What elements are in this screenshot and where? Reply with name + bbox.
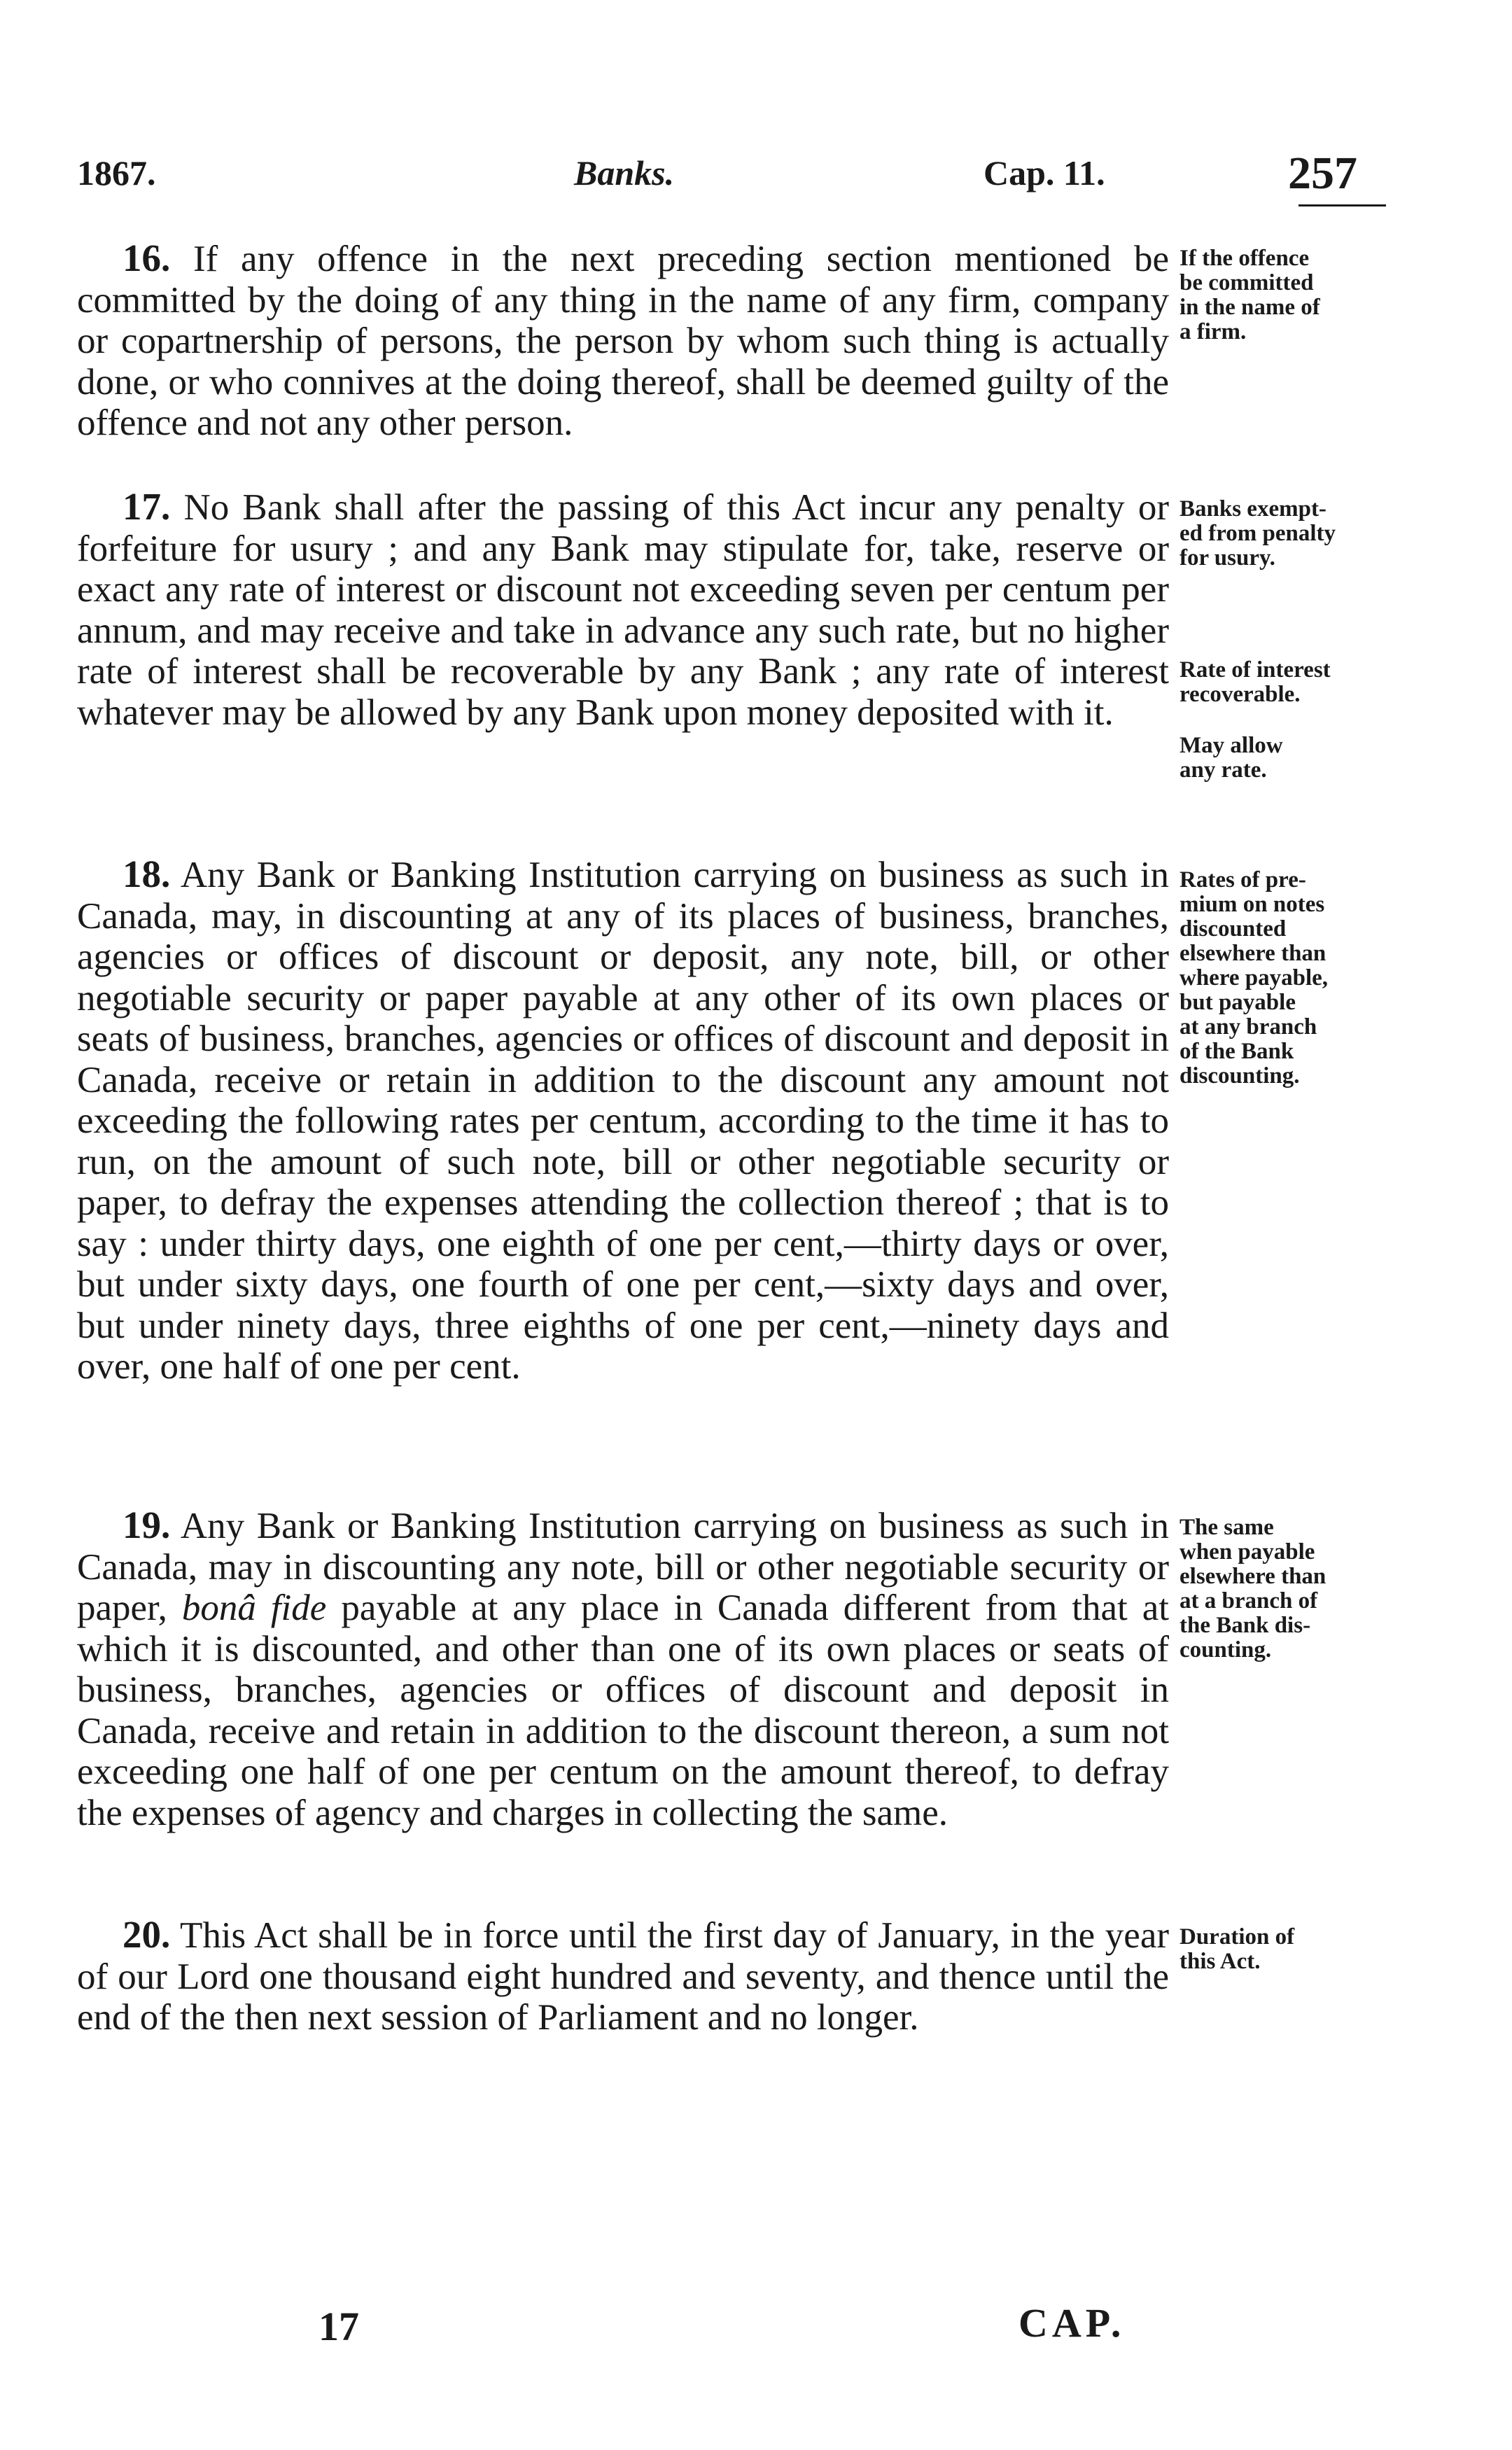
margin-note-line: be committed: [1180, 270, 1314, 295]
section-number: 19: [122, 1504, 161, 1546]
section-text: payable at any place in Canada different from that at which it is discounted, and other than one of its own places or seats of business, branches, agencies or offices of discount and deposit in Canada, receive and retain in addition to the discount thereon, a sum not exceeding one half of one per centum on the amount thereof, to defray the expenses of agency and charges in collecting the same.: [77, 1588, 1170, 1833]
section-text: Any Bank or Banking Institution carrying on business as such in Canada, may in discounting any note, bill or other negotiable security or paper,: [77, 1506, 1169, 1628]
section-16-paragraph: 16. If any offence in the next preceding section mentioned be committed by the doing of any thing in the name of any firm, company or copartnership of persons, the person by whom such thing is actually done, or who connives at the doing thereof, shall be deemed guilty of the offence and not any other person.: [77, 237, 1170, 443]
section-20: [77, 1914, 1169, 2038]
section-text: No Bank shall after the passing of this Act incur any penalty or forfeiture for usury ; and any Bank may stipulate for, take, reserve or exact any rate of interest or discount not exceeding seven per centum per annum, and may receive and take in advance any such rate, but no higher rate of interest shall be recoverable by any Bank ; any rate of interest whatever may be allowed by any Bank upon money deposited with it.: [77, 487, 1170, 733]
margin-note-line: any rate.: [1180, 757, 1267, 783]
section-number: 16: [122, 237, 161, 279]
signature-mark: 17: [318, 2304, 359, 2349]
margin-note-line: counting.: [1180, 1637, 1272, 1662]
section-19: [77, 1505, 1169, 1833]
margin-note-line: where payable,: [1180, 965, 1329, 990]
margin-note-line: when payable: [1180, 1539, 1315, 1564]
margin-note-line: ed from penalty: [1180, 521, 1336, 546]
header-chapter: Cap. 11.: [983, 153, 1105, 192]
margin-note-line: for usury.: [1180, 545, 1275, 570]
margin-note-same-elsewhere: [1180, 1516, 1382, 1662]
margin-note-line: of the Bank: [1180, 1039, 1294, 1064]
margin-note-line: Rates of pre-: [1180, 867, 1306, 892]
running-header: [77, 147, 1379, 210]
margin-note-line: Duration of: [1180, 1924, 1295, 1949]
margin-note-line: The same: [1180, 1515, 1274, 1540]
catchword: CAP.: [1018, 2300, 1126, 2346]
section-number: 18: [122, 853, 161, 895]
margin-note-may-allow: [1180, 734, 1382, 783]
margin-note-line: discounting.: [1180, 1063, 1300, 1088]
margin-note-line: in the name of: [1180, 295, 1320, 320]
margin-note-line: the Bank dis-: [1180, 1613, 1311, 1638]
margin-note-line: elsewhere than: [1180, 941, 1326, 966]
margin-note-line: recoverable.: [1180, 682, 1301, 707]
section-20-paragraph: 20. This Act shall be in force until the first day of January, in the year of our Lord one thousand eight hundred and seventy, and thence until the end of the then next session of Parliament and no longer.: [77, 1913, 1169, 2038]
section-18-paragraph: 18. Any Bank or Banking Institution carrying on business as such in Canada, may, in discounting at any of its places of business, branches, agencies or offices of discount or deposit, any note, bill, or other negotiable security or paper payable at any other of its own places or seats of business, branches, agencies or offices of discount and deposit in Canada, receive or retain in addition to the discount any amount not exceeding the following rates per centum, according to the time it has to run, on the amount of such note, bill or other negotiable security or paper, to defray the expenses attending the collection thereof ; that is to say : under thirty days, one eighth of one per cent,—thirty days or over, but under sixty days, one fourth of one per cent,—sixty days and over, but under ninety days, three eighths of one per cent,—ninety days and over, one half of one per cent.: [77, 853, 1169, 1387]
margin-note-line: discounted: [1180, 916, 1287, 941]
margin-note-line: elsewhere than: [1180, 1564, 1326, 1589]
section-text: This Act shall be in force until the first day of January, in the year of our Lord one thousand eight hundred and seventy, and thence until the end of the then next session of Parliament and no longer.: [77, 1915, 1169, 2038]
margin-note-rates-of-premium: [1180, 868, 1382, 1088]
margin-note-line: Banks exempt-: [1180, 496, 1326, 522]
margin-note-line: May allow: [1180, 733, 1283, 758]
page-number-rule: [1298, 204, 1386, 206]
section-number: 20: [122, 1913, 161, 1956]
section-19-paragraph: 19. Any Bank or Banking Institution carrying on business as such in Canada, may in discounting any note, bill or other negotiable security or paper, bonâ fide payable at any place in Canada different from that at which it is discounted, and other than one of its own places or seats of business, branches, agencies or offices of discount and deposit in Canada, receive and retain in addition to the discount thereon, a sum not exceeding one half of one per centum on the amount thereof, to defray the expenses of agency and charges in collecting the same.: [77, 1504, 1170, 1833]
page-number: 257: [1288, 148, 1357, 199]
margin-note-line: but payable: [1180, 990, 1296, 1015]
section-text: If any offence in the next preceding section mentioned be committed by the doing of any thing in the name of any firm, company or copartnership of persons, the person by whom such thing is actually done, or who connives at the doing thereof, shall be deemed guilty of the offence and not any other person.: [77, 239, 1170, 443]
margin-note-line: this Act.: [1180, 1949, 1261, 1974]
margin-note-line: mium on notes: [1180, 892, 1325, 917]
margin-note-line: a firm.: [1180, 319, 1247, 344]
header-year: 1867.: [77, 153, 156, 192]
section-17-paragraph: 17. No Bank shall after the passing of this Act incur any penalty or forfeiture for usury ; and any Bank may stipulate for, take, reserve or exact any rate of interest or discount not exceeding seven per centum per annum, and may receive and take in advance any such rate, but no higher rate of interest shall be recoverable by any Bank ; any rate of interest whatever may be allowed by any Bank upon money deposited with it.: [77, 485, 1170, 733]
margin-note-line: Rate of interest: [1180, 657, 1331, 682]
section-number: 17: [122, 485, 161, 528]
section-text-italic: bonâ fide: [181, 1588, 327, 1628]
margin-note-line: If the offence: [1180, 246, 1310, 271]
margin-note-line: at any branch: [1180, 1014, 1317, 1040]
margin-note-line: at a branch of: [1180, 1588, 1318, 1614]
margin-note-rate-recoverable: [1180, 658, 1382, 707]
section-16: [77, 238, 1169, 444]
margin-note-usury: [1180, 497, 1382, 570]
margin-note-offence-by-firm: [1180, 246, 1382, 344]
header-title: Banks.: [574, 153, 675, 192]
section-text: Any Bank or Banking Institution carrying on business as such in Canada, may, in discounting at any of its places of business, branches, agencies or offices of discount or deposit, any note, bill, or other negotiable security or paper payable at any other of its own places or seats of business, branches, agencies or offices of discount and deposit in Canada, receive or retain in addition to the discount any amount not exceeding the following rates per centum, according to the time it has to run, on the amount of such note, bill or other negotiable security or paper, to defray the expenses attending the collection thereof ; that is to say : under thirty days, one eighth of one per cent,—thirty days or over, but under sixty days, one fourth of one per cent,—sixty days and over, but under ninety days, three eighths of one per cent,—ninety days and over, one half of one per cent.: [77, 855, 1169, 1387]
margin-note-duration: [1180, 1925, 1382, 1974]
section-17: [77, 486, 1169, 733]
section-18: [77, 854, 1169, 1387]
